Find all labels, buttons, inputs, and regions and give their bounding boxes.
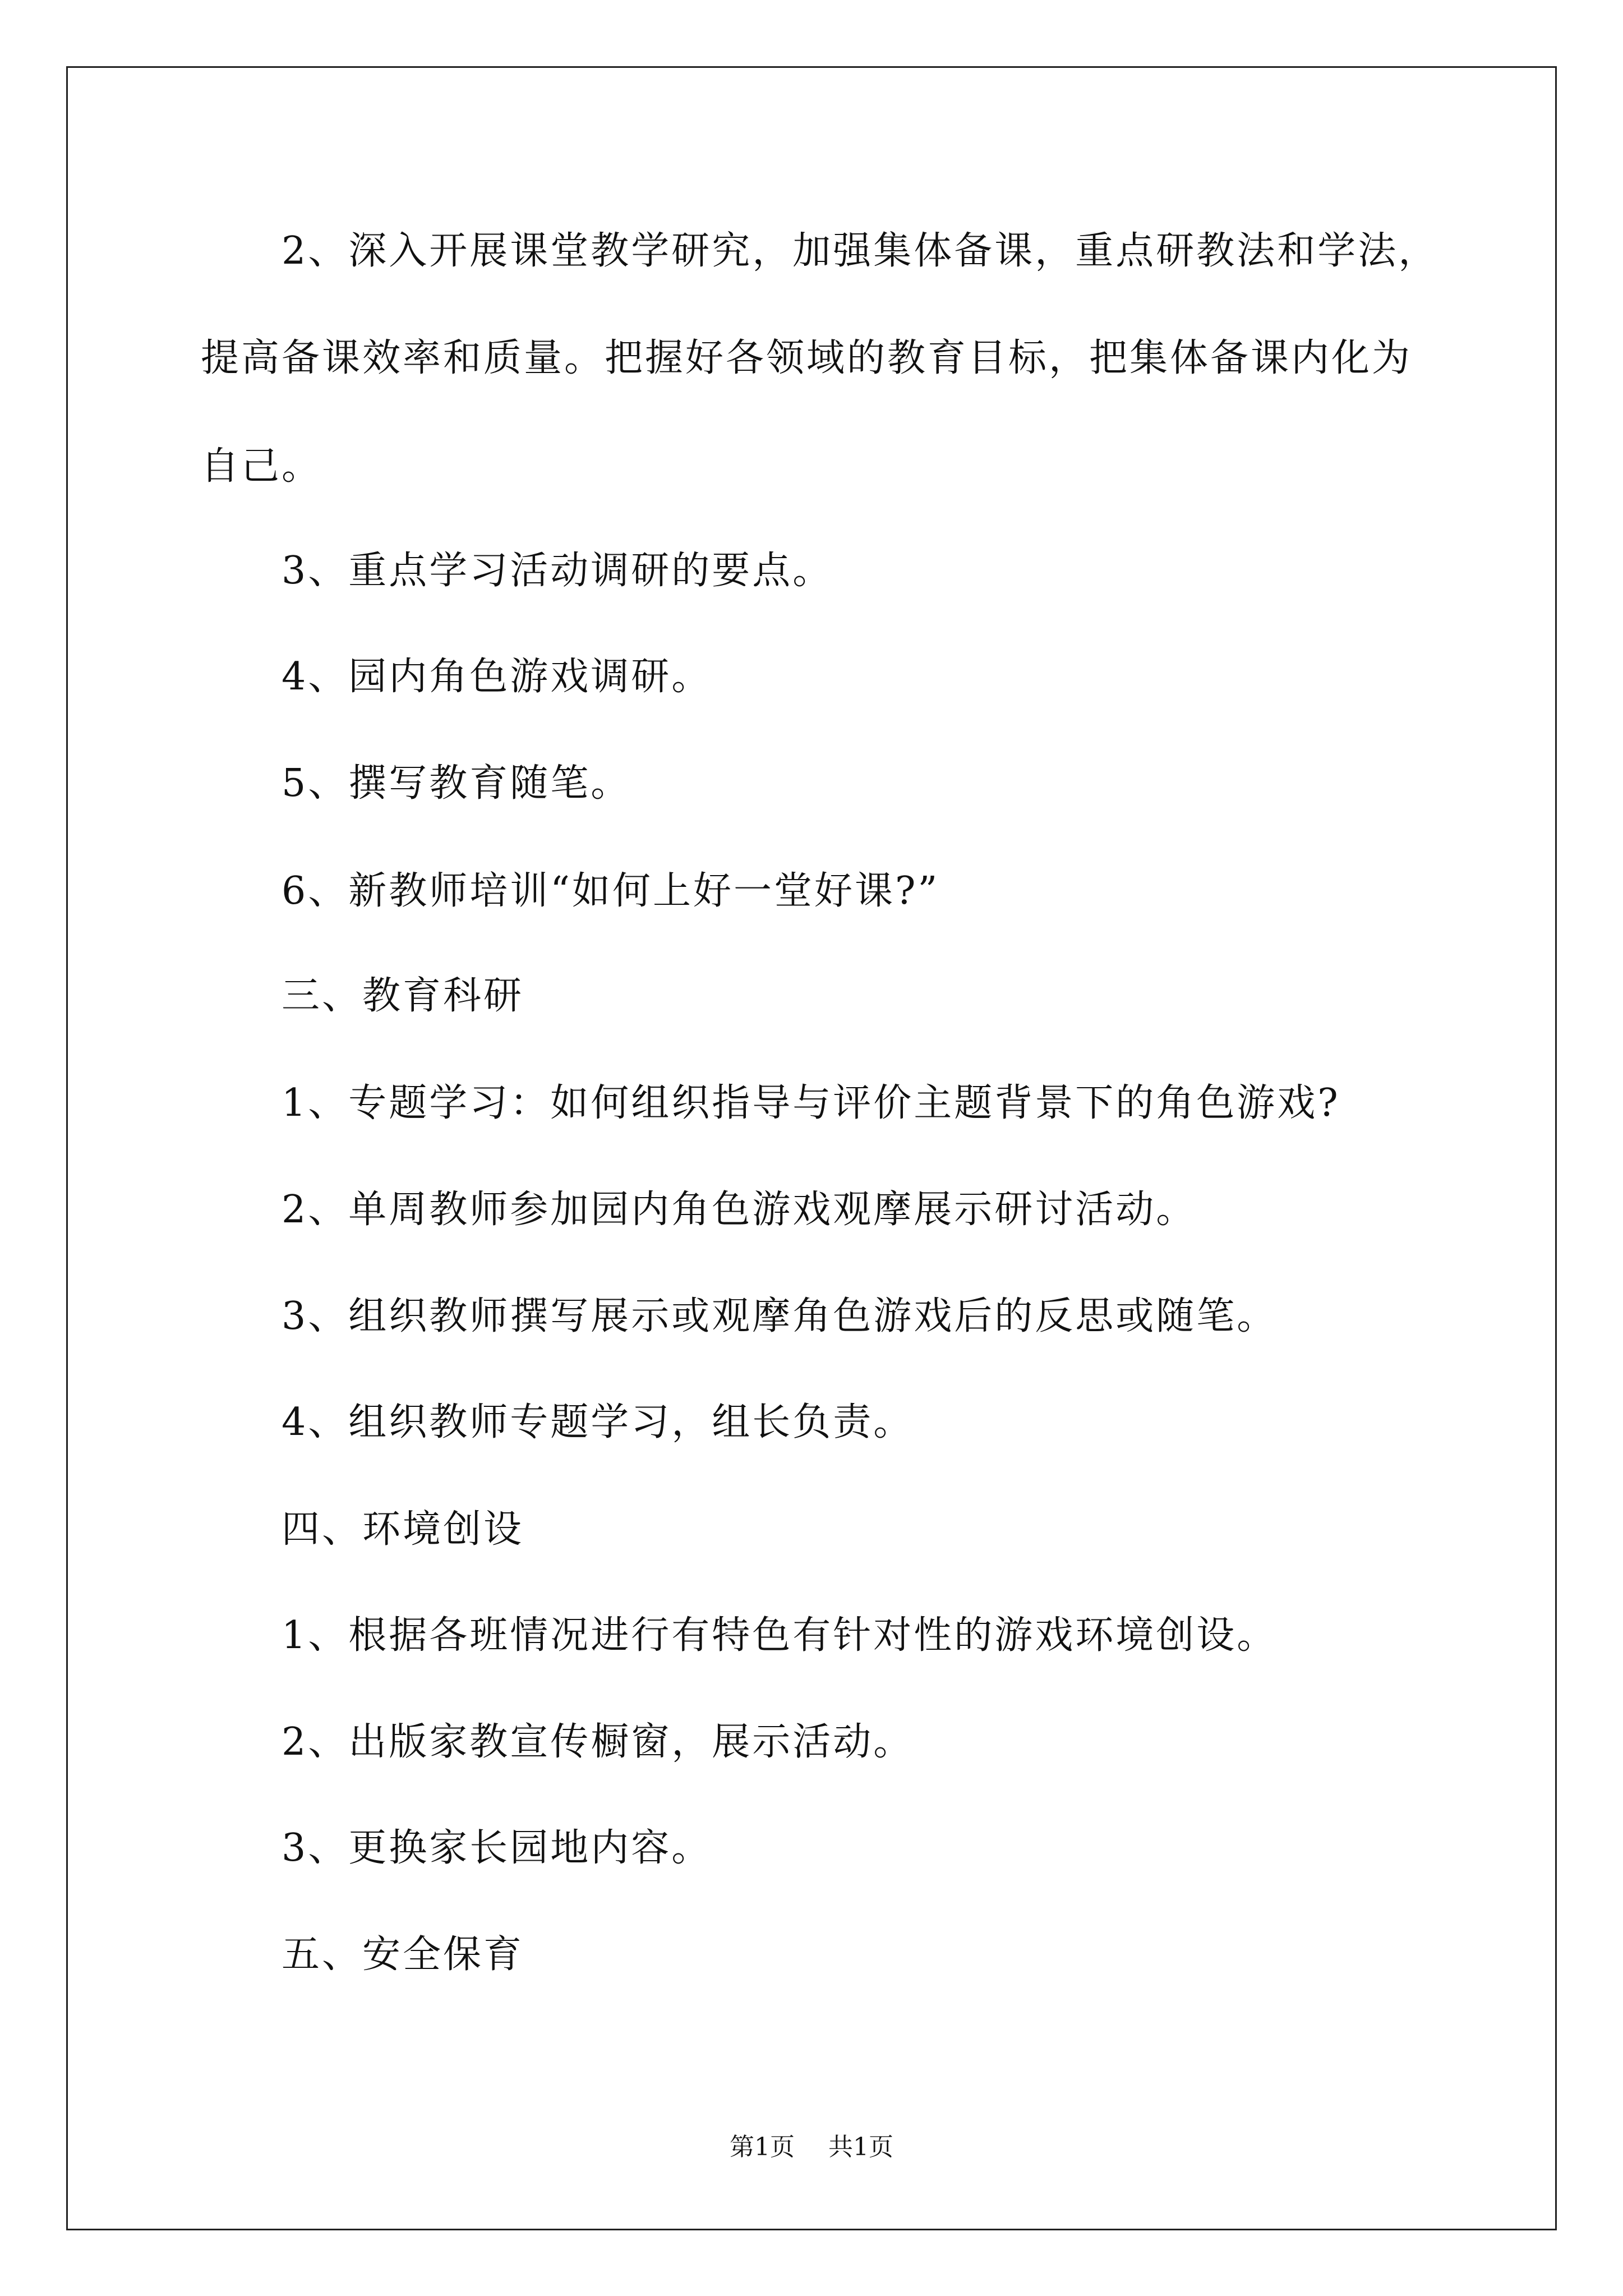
paragraph-line: 1、根据各班情况进行有特色有针对性的游戏环境创设。 <box>282 1613 1278 1658</box>
section-heading: 四、环境创设 <box>282 1507 524 1552</box>
paragraph-line: 3、组织教师撰写展示或观摩角色游戏后的反思或随笔。 <box>282 1294 1278 1338</box>
paragraph-line: 2、出版家教宣传橱窗，展示活动。 <box>282 1720 914 1764</box>
page-number-current: 第1页 <box>730 2133 795 2161</box>
section-heading: 五、安全保育 <box>282 1932 524 1977</box>
paragraph-line: 5、撰写教育随笔。 <box>282 761 631 806</box>
paragraph-line: 1、专题学习：如何组织指导与评价主题背景下的角色游戏? <box>282 1081 1340 1125</box>
paragraph-line: 2、深入开展课堂教学研究，加强集体备课，重点研教法和学法， <box>282 229 1439 273</box>
page-footer <box>0 2132 1623 2163</box>
paragraph-line: 自己。 <box>201 444 322 489</box>
paragraph-line: 2、单周教师参加园内角色游戏观摩展示研讨活动。 <box>282 1188 1197 1232</box>
page-number-total: 共1页 <box>828 2133 893 2161</box>
section-heading: 三、教育科研 <box>282 974 524 1018</box>
paragraph-line: 4、园内角色游戏调研。 <box>282 655 712 699</box>
paragraph-line: 3、重点学习活动调研的要点。 <box>282 549 833 593</box>
paragraph-line: 4、组织教师专题学习，组长负责。 <box>282 1400 914 1444</box>
paragraph-line: 提高备课效率和质量。把握好各领域的教育目标，把集体备课内化为 <box>201 336 1413 380</box>
paragraph-line: 3、更换家长园地内容。 <box>282 1826 712 1870</box>
paragraph-line: 6、新教师培训“如何上好一堂好课?” <box>282 869 940 913</box>
